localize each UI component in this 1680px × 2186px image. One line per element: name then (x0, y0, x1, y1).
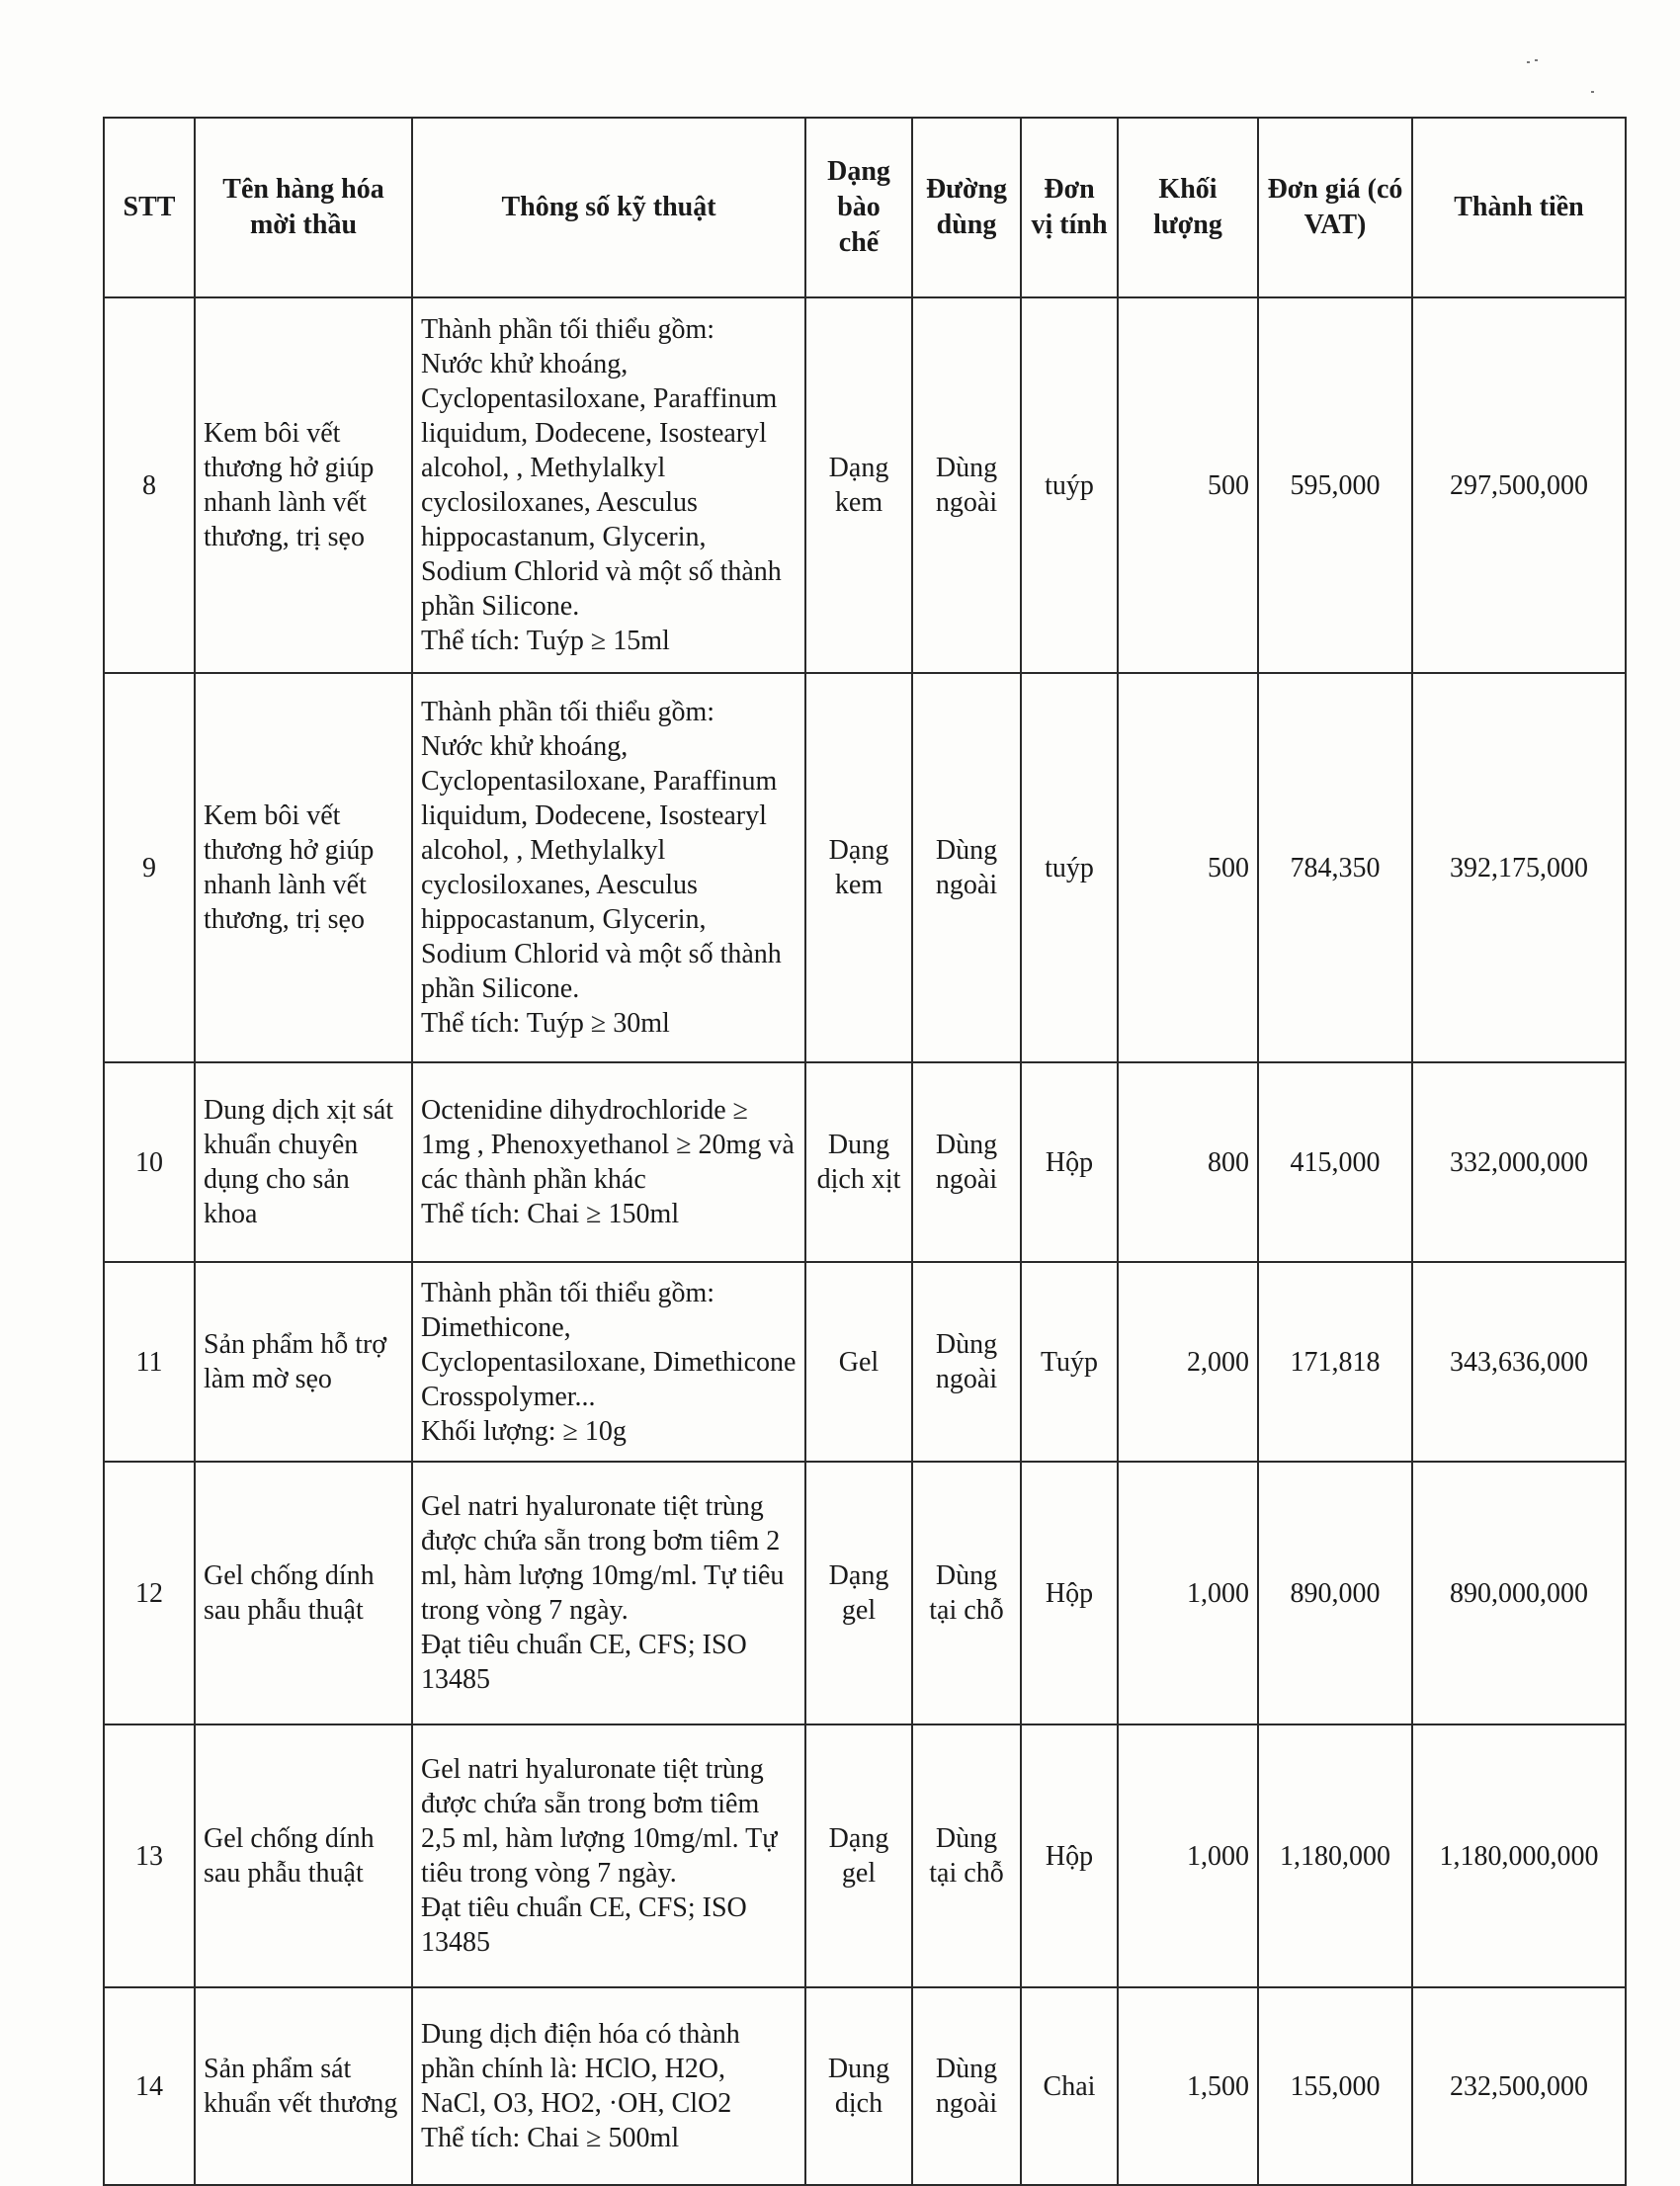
cell-total: 332,000,000 (1412, 1062, 1626, 1262)
cell-total: 343,636,000 (1412, 1262, 1626, 1462)
header-quantity: Khối lượng (1118, 118, 1258, 297)
cell-unit-price: 1,180,000 (1258, 1724, 1412, 1987)
table-row (104, 1724, 1626, 1987)
cell-quantity: 1,000 (1118, 1462, 1258, 1724)
header-specification: Thông số kỹ thuật (412, 118, 805, 297)
cell-quantity: 1,500 (1118, 1987, 1258, 2185)
table-header-row (104, 118, 1626, 297)
cell-stt: 9 (104, 673, 195, 1062)
cell-specification: Thành phần tối thiểu gồm: Nước khử khoáng, Cyclopentasiloxane, Paraffinum liquidum, Dodecene, Isostearyl alcohol, , Methylalkyl cyclosiloxanes, Aesculus hippocastanum, Glycerin, Sodium Chlorid và một số thành phần Silicone. Thể tích: Tuýp ≥ 15ml (412, 297, 805, 673)
cell-specification: Gel natri hyaluronate tiệt trùng được chứa sẵn trong bơm tiêm 2,5 ml, hàm lượng 10mg/ml. Tự tiêu trong vòng 7 ngày. Đạt tiêu chuẩn CE, CFS; ISO 13485 (412, 1724, 805, 1987)
scan-speck (1591, 91, 1594, 93)
scan-speck (1527, 61, 1530, 63)
cell-dosage-form: Dạng kem (805, 673, 912, 1062)
cell-stt: 13 (104, 1724, 195, 1987)
cell-unit: Hộp (1021, 1724, 1118, 1987)
cell-route: Dùng tại chỗ (912, 1724, 1021, 1987)
cell-dosage-form: Dung dịch (805, 1987, 912, 2185)
cell-item-name: Kem bôi vết thương hở giúp nhanh lành vết thương, trị sẹo (195, 673, 412, 1062)
cell-route: Dùng ngoài (912, 1262, 1021, 1462)
cell-unit: Chai (1021, 1987, 1118, 2185)
cell-total: 890,000,000 (1412, 1462, 1626, 1724)
table-row (104, 297, 1626, 673)
header-dosage-form: Dạng bào chế (805, 118, 912, 297)
cell-specification: Thành phần tối thiểu gồm: Nước khử khoáng, Cyclopentasiloxane, Paraffinum liquidum, Dodecene, Isostearyl alcohol, , Methylalkyl cyclosiloxanes, Aesculus hippocastanum, Glycerin, Sodium Chlorid và một số thành phần Silicone. Thể tích: Tuýp ≥ 30ml (412, 673, 805, 1062)
cell-quantity: 1,000 (1118, 1724, 1258, 1987)
cell-specification: Octenidine dihydrochloride ≥ 1mg , Phenoxyethanol ≥ 20mg và các thành phần khác Thể tích: Chai ≥ 150ml (412, 1062, 805, 1262)
cell-quantity: 500 (1118, 673, 1258, 1062)
cell-total: 1,180,000,000 (1412, 1724, 1626, 1987)
cell-specification: Thành phần tối thiểu gồm: Dimethicone, Cyclopentasiloxane, Dimethicone Crosspolymer... Khối lượng: ≥ 10g (412, 1262, 805, 1462)
cell-route: Dùng ngoài (912, 1987, 1021, 2185)
cell-item-name: Gel chống dính sau phẫu thuật (195, 1724, 412, 1987)
cell-stt: 8 (104, 297, 195, 673)
cell-item-name: Gel chống dính sau phẫu thuật (195, 1462, 412, 1724)
header-unit: Đơn vị tính (1021, 118, 1118, 297)
cell-stt: 11 (104, 1262, 195, 1462)
cell-stt: 12 (104, 1462, 195, 1724)
cell-unit: tuýp (1021, 673, 1118, 1062)
scan-speck (1535, 59, 1538, 61)
table-row (104, 1462, 1626, 1724)
cell-dosage-form: Dạng gel (805, 1724, 912, 1987)
cell-unit-price: 155,000 (1258, 1987, 1412, 2185)
cell-total: 232,500,000 (1412, 1987, 1626, 2185)
bid-document-page (103, 117, 1625, 2186)
cell-item-name: Dung dịch xịt sát khuẩn chuyên dụng cho sản khoa (195, 1062, 412, 1262)
table-row (104, 673, 1626, 1062)
cell-route: Dùng ngoài (912, 673, 1021, 1062)
cell-dosage-form: Dạng gel (805, 1462, 912, 1724)
cell-quantity: 2,000 (1118, 1262, 1258, 1462)
cell-unit-price: 784,350 (1258, 673, 1412, 1062)
table-row (104, 1262, 1626, 1462)
table-row (104, 1062, 1626, 1262)
cell-total: 297,500,000 (1412, 297, 1626, 673)
cell-unit: Tuýp (1021, 1262, 1118, 1462)
bid-items-table (103, 117, 1627, 2186)
cell-stt: 14 (104, 1987, 195, 2185)
header-total: Thành tiền (1412, 118, 1626, 297)
cell-dosage-form: Gel (805, 1262, 912, 1462)
header-stt: STT (104, 118, 195, 297)
cell-specification: Dung dịch điện hóa có thành phần chính là: HClO, H2O, NaCl, O3, HO2, ·OH, ClO2 Thể tích: Chai ≥ 500ml (412, 1987, 805, 2185)
cell-unit: tuýp (1021, 297, 1118, 673)
cell-item-name: Sản phẩm hỗ trợ làm mờ sẹo (195, 1262, 412, 1462)
cell-unit-price: 595,000 (1258, 297, 1412, 673)
cell-dosage-form: Dạng kem (805, 297, 912, 673)
cell-route: Dùng ngoài (912, 1062, 1021, 1262)
header-unit-price: Đơn giá (có VAT) (1258, 118, 1412, 297)
cell-specification: Gel natri hyaluronate tiệt trùng được chứa sẵn trong bơm tiêm 2 ml, hàm lượng 10mg/ml. Tự tiêu trong vòng 7 ngày. Đạt tiêu chuẩn CE, CFS; ISO 13485 (412, 1462, 805, 1724)
cell-unit: Hộp (1021, 1462, 1118, 1724)
header-route: Đường dùng (912, 118, 1021, 297)
cell-item-name: Sản phẩm sát khuẩn vết thương (195, 1987, 412, 2185)
cell-quantity: 800 (1118, 1062, 1258, 1262)
cell-quantity: 500 (1118, 297, 1258, 673)
cell-stt: 10 (104, 1062, 195, 1262)
cell-unit-price: 890,000 (1258, 1462, 1412, 1724)
header-item-name: Tên hàng hóa mời thầu (195, 118, 412, 297)
cell-unit-price: 171,818 (1258, 1262, 1412, 1462)
cell-route: Dùng tại chỗ (912, 1462, 1021, 1724)
cell-route: Dùng ngoài (912, 297, 1021, 673)
cell-total: 392,175,000 (1412, 673, 1626, 1062)
cell-unit-price: 415,000 (1258, 1062, 1412, 1262)
cell-dosage-form: Dung dịch xịt (805, 1062, 912, 1262)
table-row (104, 1987, 1626, 2185)
cell-item-name: Kem bôi vết thương hở giúp nhanh lành vết thương, trị sẹo (195, 297, 412, 673)
cell-unit: Hộp (1021, 1062, 1118, 1262)
